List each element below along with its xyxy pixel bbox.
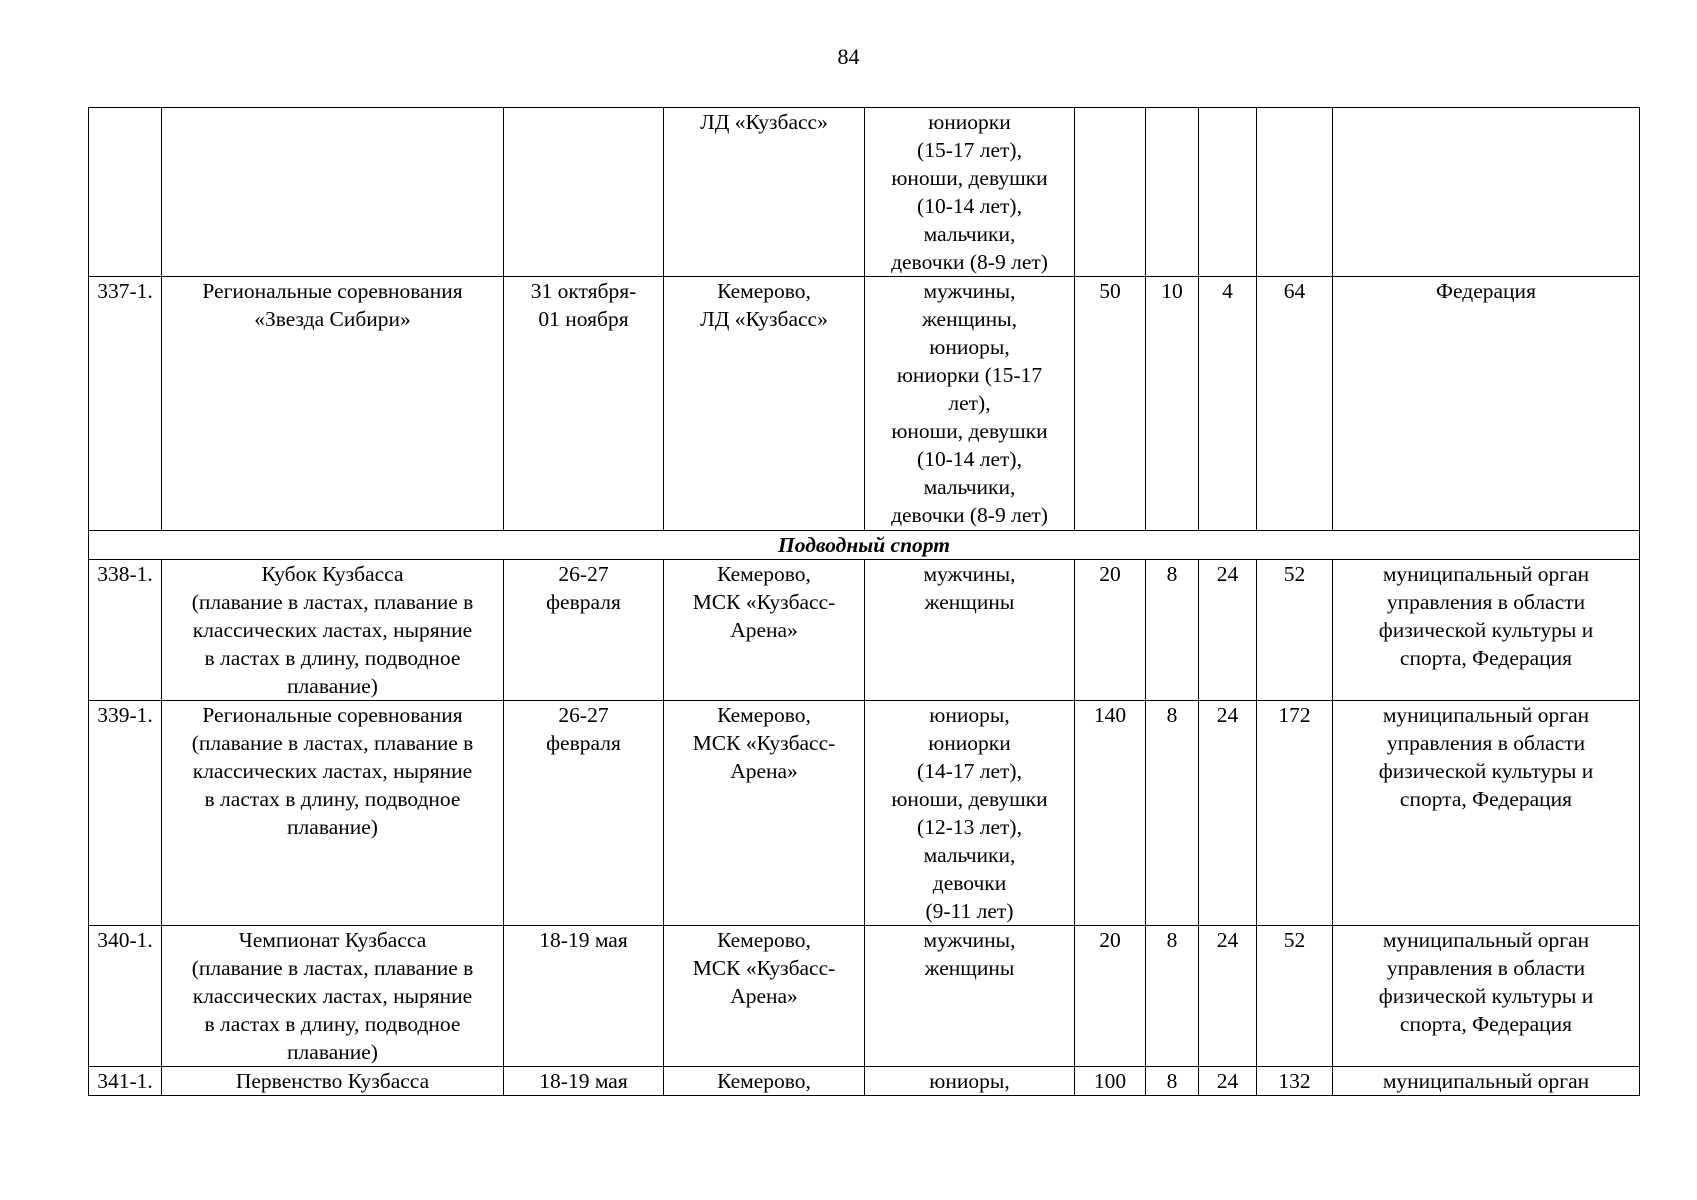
cell-line: физической культуры и [1378, 618, 1594, 642]
cell-line: Арена» [730, 618, 798, 642]
cell-line: МСК «Кузбасс- [692, 956, 836, 980]
cell-place [664, 108, 865, 277]
cell-line: в ластах в длину, подводное [204, 1012, 461, 1036]
cell-count-1 [1075, 108, 1146, 277]
cell-line: Федерация [1436, 279, 1536, 303]
cell-total: 52 [1257, 926, 1333, 1067]
cell-count-2: 10 [1146, 277, 1199, 531]
table-row [89, 1067, 1640, 1096]
cell-line: 26-27 [558, 703, 609, 727]
cell-line: февраля [546, 731, 621, 755]
cell-count-3: 24 [1199, 1067, 1257, 1096]
cell-count-1: 20 [1075, 926, 1146, 1067]
cell-line: Кемерово, [717, 928, 811, 952]
cell-line: женщины [924, 590, 1015, 614]
cell-line: физической культуры и [1378, 759, 1594, 783]
cell-name [162, 1067, 504, 1096]
cell-line: ЛД «Кузбасс» [700, 307, 828, 331]
cell-line: мужчины, [923, 562, 1016, 586]
section-row [89, 531, 1640, 560]
cell-line: Региональные соревнования [202, 703, 463, 727]
cell-count-2: 8 [1146, 701, 1199, 926]
cell-count-3: 4 [1199, 277, 1257, 531]
cell-line: женщины, [921, 307, 1017, 331]
cell-line: МСК «Кузбасс- [692, 731, 836, 755]
cell-organizer [1333, 560, 1640, 701]
cell-dates [504, 560, 664, 701]
cell-line: (10-14 лет), [917, 447, 1022, 471]
cell-line: 18-19 мая [539, 928, 628, 952]
cell-line: плавание) [287, 815, 378, 839]
cell-place [664, 1067, 865, 1096]
cell-num: 337-1. [89, 277, 162, 531]
cell-line: юниорки [928, 110, 1011, 134]
cell-participants [865, 926, 1075, 1067]
cell-count-1: 20 [1075, 560, 1146, 701]
cell-participants [865, 108, 1075, 277]
cell-line: юниорки (15-17 [896, 363, 1043, 387]
cell-organizer [1333, 108, 1640, 277]
cell-line: Региональные соревнования [202, 279, 463, 303]
cell-name [162, 277, 504, 531]
cell-place [664, 701, 865, 926]
cell-line: мальчики, [923, 222, 1016, 246]
cell-count-2: 8 [1146, 560, 1199, 701]
cell-line: классических ластах, ныряние [192, 984, 473, 1008]
cell-place [664, 926, 865, 1067]
cell-count-2 [1146, 108, 1199, 277]
cell-count-2: 8 [1146, 926, 1199, 1067]
cell-line: спорта, Федерация [1399, 787, 1573, 811]
cell-line: 26-27 [558, 562, 609, 586]
table-row [89, 926, 1640, 1067]
cell-participants [865, 277, 1075, 531]
cell-count-3 [1199, 108, 1257, 277]
cell-line: юниоры, [929, 1069, 1010, 1093]
cell-dates [504, 926, 664, 1067]
cell-line: спорта, Федерация [1399, 646, 1573, 670]
cell-line: юноши, девушки [891, 166, 1048, 190]
cell-dates [504, 108, 664, 277]
cell-line: в ластах в длину, подводное [204, 787, 461, 811]
cell-line: мальчики, [923, 475, 1016, 499]
cell-dates [504, 277, 664, 531]
cell-count-1: 100 [1075, 1067, 1146, 1096]
cell-line: девочки (8-9 лет) [891, 250, 1048, 274]
cell-line: мальчики, [923, 843, 1016, 867]
cell-line: в ластах в длину, подводное [204, 646, 461, 670]
cell-line: управления в области [1386, 590, 1586, 614]
section-title: Подводный спорт [89, 531, 1640, 560]
cell-line: женщины [924, 956, 1015, 980]
cell-line: «Звезда Сибири» [254, 307, 411, 331]
cell-organizer [1333, 701, 1640, 926]
cell-line: (14-17 лет), [917, 759, 1022, 783]
cell-line: Арена» [730, 759, 798, 783]
cell-count-3: 24 [1199, 701, 1257, 926]
cell-line: Кубок Кузбасса [261, 562, 404, 586]
cell-line: Кемерово, [717, 279, 811, 303]
cell-participants [865, 1067, 1075, 1096]
cell-num: 339-1. [89, 701, 162, 926]
cell-line: муниципальный орган [1382, 928, 1590, 952]
cell-num: 338-1. [89, 560, 162, 701]
cell-num: 341-1. [89, 1067, 162, 1096]
cell-line: муниципальный орган [1382, 703, 1590, 727]
cell-line: юниорки [928, 731, 1011, 755]
cell-total: 172 [1257, 701, 1333, 926]
cell-total: 52 [1257, 560, 1333, 701]
cell-line: юниоры, [929, 335, 1010, 359]
cell-line: ЛД «Кузбасс» [700, 110, 828, 134]
cell-organizer [1333, 926, 1640, 1067]
cell-name [162, 701, 504, 926]
cell-total [1257, 108, 1333, 277]
cell-line: Чемпионат Кузбасса [238, 928, 427, 952]
cell-line: девочки [932, 871, 1007, 895]
cell-line: МСК «Кузбасс- [692, 590, 836, 614]
table-row-continuation [89, 108, 1640, 277]
cell-line: плавание) [287, 674, 378, 698]
cell-line: (10-14 лет), [917, 194, 1022, 218]
cell-line: Кемерово, [717, 703, 811, 727]
cell-organizer [1333, 277, 1640, 531]
cell-line: юноши, девушки [891, 419, 1048, 443]
cell-line: (12-13 лет), [917, 815, 1022, 839]
cell-place [664, 277, 865, 531]
cell-line: мужчины, [923, 279, 1016, 303]
cell-line: муниципальный орган [1382, 1069, 1590, 1093]
cell-line: плавание) [287, 1040, 378, 1064]
cell-line: юноши, девушки [891, 787, 1048, 811]
cell-line: 31 октября- [530, 279, 637, 303]
cell-line: юниоры, [929, 703, 1010, 727]
cell-line: (плавание в ластах, плавание в [191, 590, 474, 614]
cell-count-3: 24 [1199, 560, 1257, 701]
cell-num: 340-1. [89, 926, 162, 1067]
table-row [89, 560, 1640, 701]
cell-line: муниципальный орган [1382, 562, 1590, 586]
cell-total: 132 [1257, 1067, 1333, 1096]
cell-line: февраля [546, 590, 621, 614]
cell-dates [504, 701, 664, 926]
cell-line: (плавание в ластах, плавание в [191, 731, 474, 755]
cell-line: Кемерово, [717, 1069, 811, 1093]
page-number: 84 [837, 44, 860, 69]
events-table [88, 107, 1640, 1096]
table-row [89, 277, 1640, 531]
cell-count-1: 140 [1075, 701, 1146, 926]
cell-participants [865, 701, 1075, 926]
cell-count-3: 24 [1199, 926, 1257, 1067]
cell-line: (15-17 лет), [917, 138, 1022, 162]
cell-total: 64 [1257, 277, 1333, 531]
cell-dates [504, 1067, 664, 1096]
cell-count-1: 50 [1075, 277, 1146, 531]
cell-line: управления в области [1386, 731, 1586, 755]
cell-line: 18-19 мая [539, 1069, 628, 1093]
cell-name [162, 926, 504, 1067]
cell-count-2: 8 [1146, 1067, 1199, 1096]
cell-line: физической культуры и [1378, 984, 1594, 1008]
cell-line: Кемерово, [717, 562, 811, 586]
table-body [89, 108, 1640, 1096]
cell-line: Арена» [730, 984, 798, 1008]
cell-line: классических ластах, ныряние [192, 759, 473, 783]
cell-organizer [1333, 1067, 1640, 1096]
cell-place [664, 560, 865, 701]
cell-line: классических ластах, ныряние [192, 618, 473, 642]
cell-line: девочки (8-9 лет) [891, 503, 1048, 527]
cell-line: Первенство Кузбасса [235, 1069, 430, 1093]
cell-line: спорта, Федерация [1399, 1012, 1573, 1036]
cell-num [89, 108, 162, 277]
cell-name [162, 108, 504, 277]
cell-name [162, 560, 504, 701]
cell-participants [865, 560, 1075, 701]
cell-line: управления в области [1386, 956, 1586, 980]
cell-line: лет), [948, 391, 991, 415]
cell-line: (9-11 лет) [925, 899, 1014, 923]
cell-line: 01 ноября [538, 307, 629, 331]
table-row [89, 701, 1640, 926]
cell-line: (плавание в ластах, плавание в [191, 956, 474, 980]
cell-line: мужчины, [923, 928, 1016, 952]
